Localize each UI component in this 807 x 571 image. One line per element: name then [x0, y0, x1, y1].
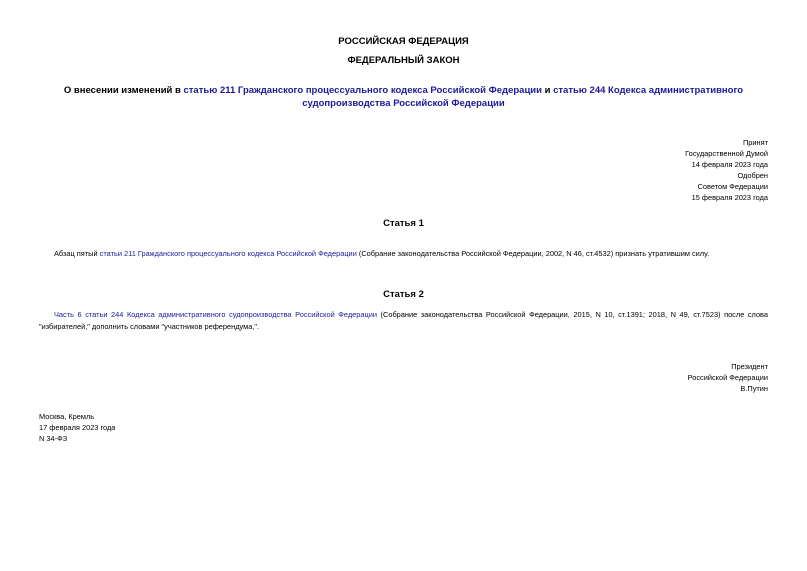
place-date-line: Москва, Кремль — [39, 412, 95, 421]
signature-line: Президент — [731, 362, 768, 371]
adoption-block — [685, 137, 768, 203]
signature-line: Российской Федерации — [687, 373, 768, 382]
title-link-article-211[interactable]: статью 211 Гражданского процессуального кодекса Российской Федерации — [183, 85, 542, 96]
title-link-article-244[interactable]: статью 244 Кодекса административного судопроизводства Российской Федерации — [302, 85, 744, 109]
article-1-text-after: (Собрание законодательства Российской Федерации, 2002, N 46, ст.4532) признать утратившим силу. — [356, 249, 710, 258]
place-date-block — [39, 411, 115, 444]
article-1-heading: Статья 1 — [383, 218, 424, 229]
place-date-line: 17 февраля 2023 года — [39, 423, 116, 432]
article-1-text-before: Абзац пятый — [54, 249, 100, 258]
article-2-text-after: (Собрание законодательства Российской Федерации, 2015, N 10, ст.1391; 2018, N 49, ст.7523) после слова "избирателей," дополнить словами "участников референдума,". — [39, 310, 769, 331]
header-doc-type: ФЕДЕРАЛЬНЫЙ ЗАКОН — [347, 55, 460, 66]
adoption-line: Советом Федерации — [697, 182, 768, 191]
document-title — [38, 85, 769, 110]
adoption-line: Принят — [742, 138, 768, 147]
place-date-line: N 34-ФЗ — [39, 434, 68, 443]
article-2-text — [39, 309, 768, 332]
adoption-line: 14 февраля 2023 года — [691, 160, 768, 169]
title-prefix: О внесении изменений в — [63, 85, 184, 96]
header-country: РОССИЙСКАЯ ФЕДЕРАЦИЯ — [338, 36, 469, 47]
signature-line: В.Путин — [740, 384, 768, 393]
adoption-line: 15 февраля 2023 года — [691, 193, 768, 202]
signature-block — [688, 361, 768, 394]
article-1-link[interactable]: статьи 211 Гражданского процессуального кодекса Российской Федерации — [99, 249, 357, 258]
article-2-heading: Статья 2 — [383, 289, 424, 300]
article-1-text — [39, 248, 768, 260]
adoption-line: Государственной Думой — [685, 149, 768, 158]
adoption-line: Одобрен — [737, 171, 768, 180]
title-middle: и — [541, 85, 554, 96]
article-2-link[interactable]: Часть 6 статьи 244 Кодекса административного судопроизводства Российской Федерации — [54, 310, 377, 319]
